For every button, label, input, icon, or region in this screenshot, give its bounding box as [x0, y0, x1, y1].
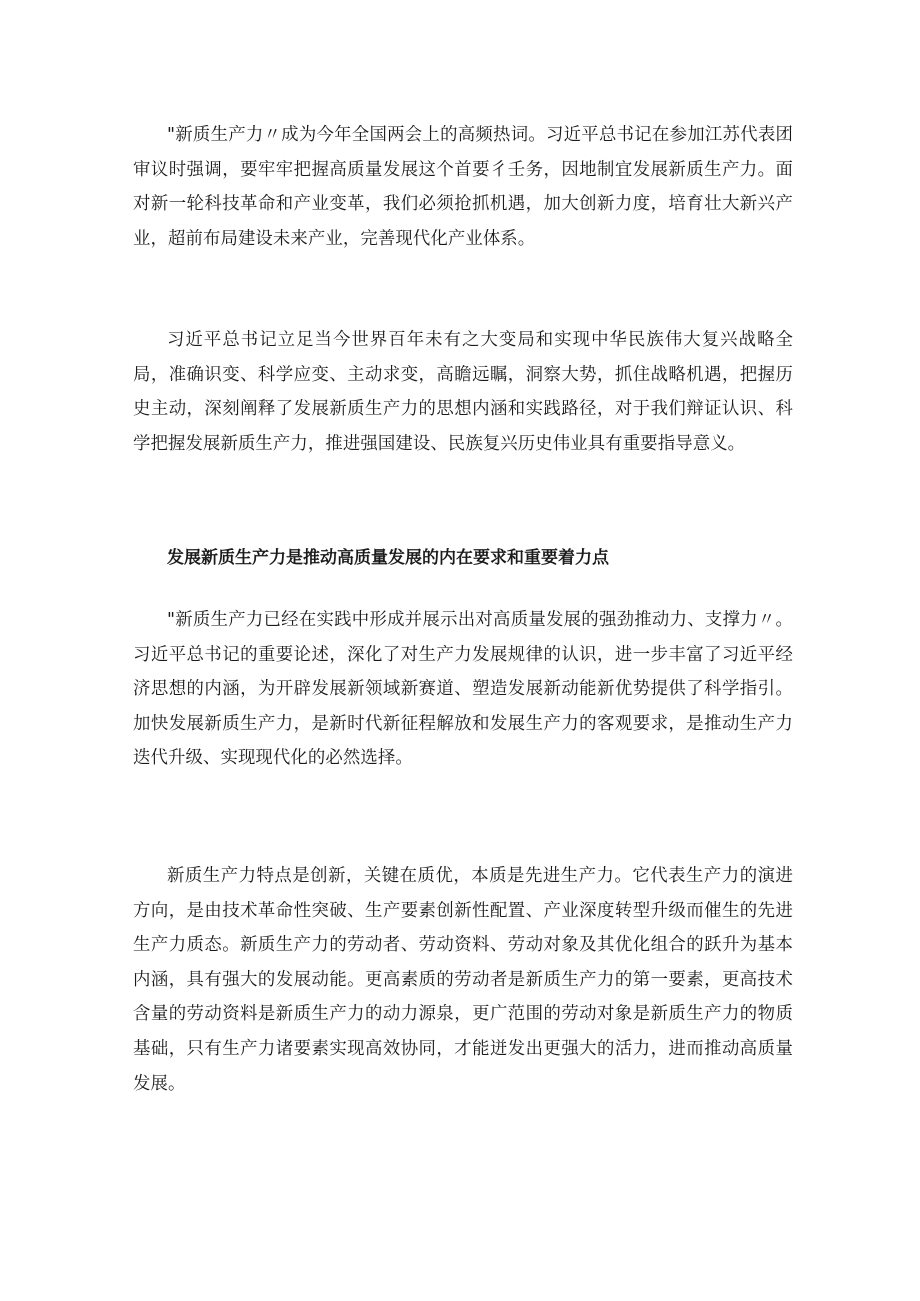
section-heading: 发展新质生产力是推动高质量发展的内在要求和重要着力点: [167, 548, 609, 568]
section-paragraph: 新质生产力特点是创新，关键在质优，本质是先进生产力。它代表生产力的演进方向，是由技术革命性突破、生产要素创新性配置、产业深度转型升级而催生的先进生产力质态。新质生产力的劳动者、劳动资料、劳动对象及其优化组合的跃升为基本内涵，具有强大的发展动能。更高素质的劳动者是新质生产力的第一要素，更高技术含量的劳动资料是新质生产力的动力源泉，更广范围的劳动对象是新质生产力的物质基础，只有生产力诸要素实现高效协同，才能迸发出更强大的活力，进而推动高质量发展。: [133, 866, 793, 1094]
section-paragraph: "新质生产力已经在实践中形成并展示出对高质量发展的强劲推动力、支撑力〃。习近平总书记的重要论述，深化了对生产力发展规律的认识，进一步丰富了习近平经济思想的内涵，为开辟发展新领域新赛道、塑造发展新动能新优势提供了科学指引。加快发展新质生产力，是新时代新征程解放和发展生产力的客观要求，是推动生产力迭代升级、实现现代化的必然选择。: [133, 610, 793, 769]
intro-paragraph: "新质生产力〃成为今年全国两会上的高频热词。习近平总书记在参加江苏代表团审议时强调，要牢牢把握高质量发展这个首要彳壬务，因地制宜发展新质生产力。面对新一轮科技革命和产业变革，我们必须抢抓机遇，加大创新力度，培育壮大新兴产业，超前布局建设未来产业，完善现代化产业体系。: [133, 125, 793, 249]
body-paragraph: 习近平总书记立足当今世界百年未有之大变局和实现中华民族伟大复兴战略全局，准确识变、科学应变、主动求变，高瞻远瞩，洞察大势，抓住战略机遇，把握历史主动，深刻阐释了发展新质生产力的思想内涵和实践路径，对于我们辩证认识、科学把握发展新质生产力，推进强国建设、民族复兴历史伟业具有重要指导意义。: [133, 330, 793, 454]
